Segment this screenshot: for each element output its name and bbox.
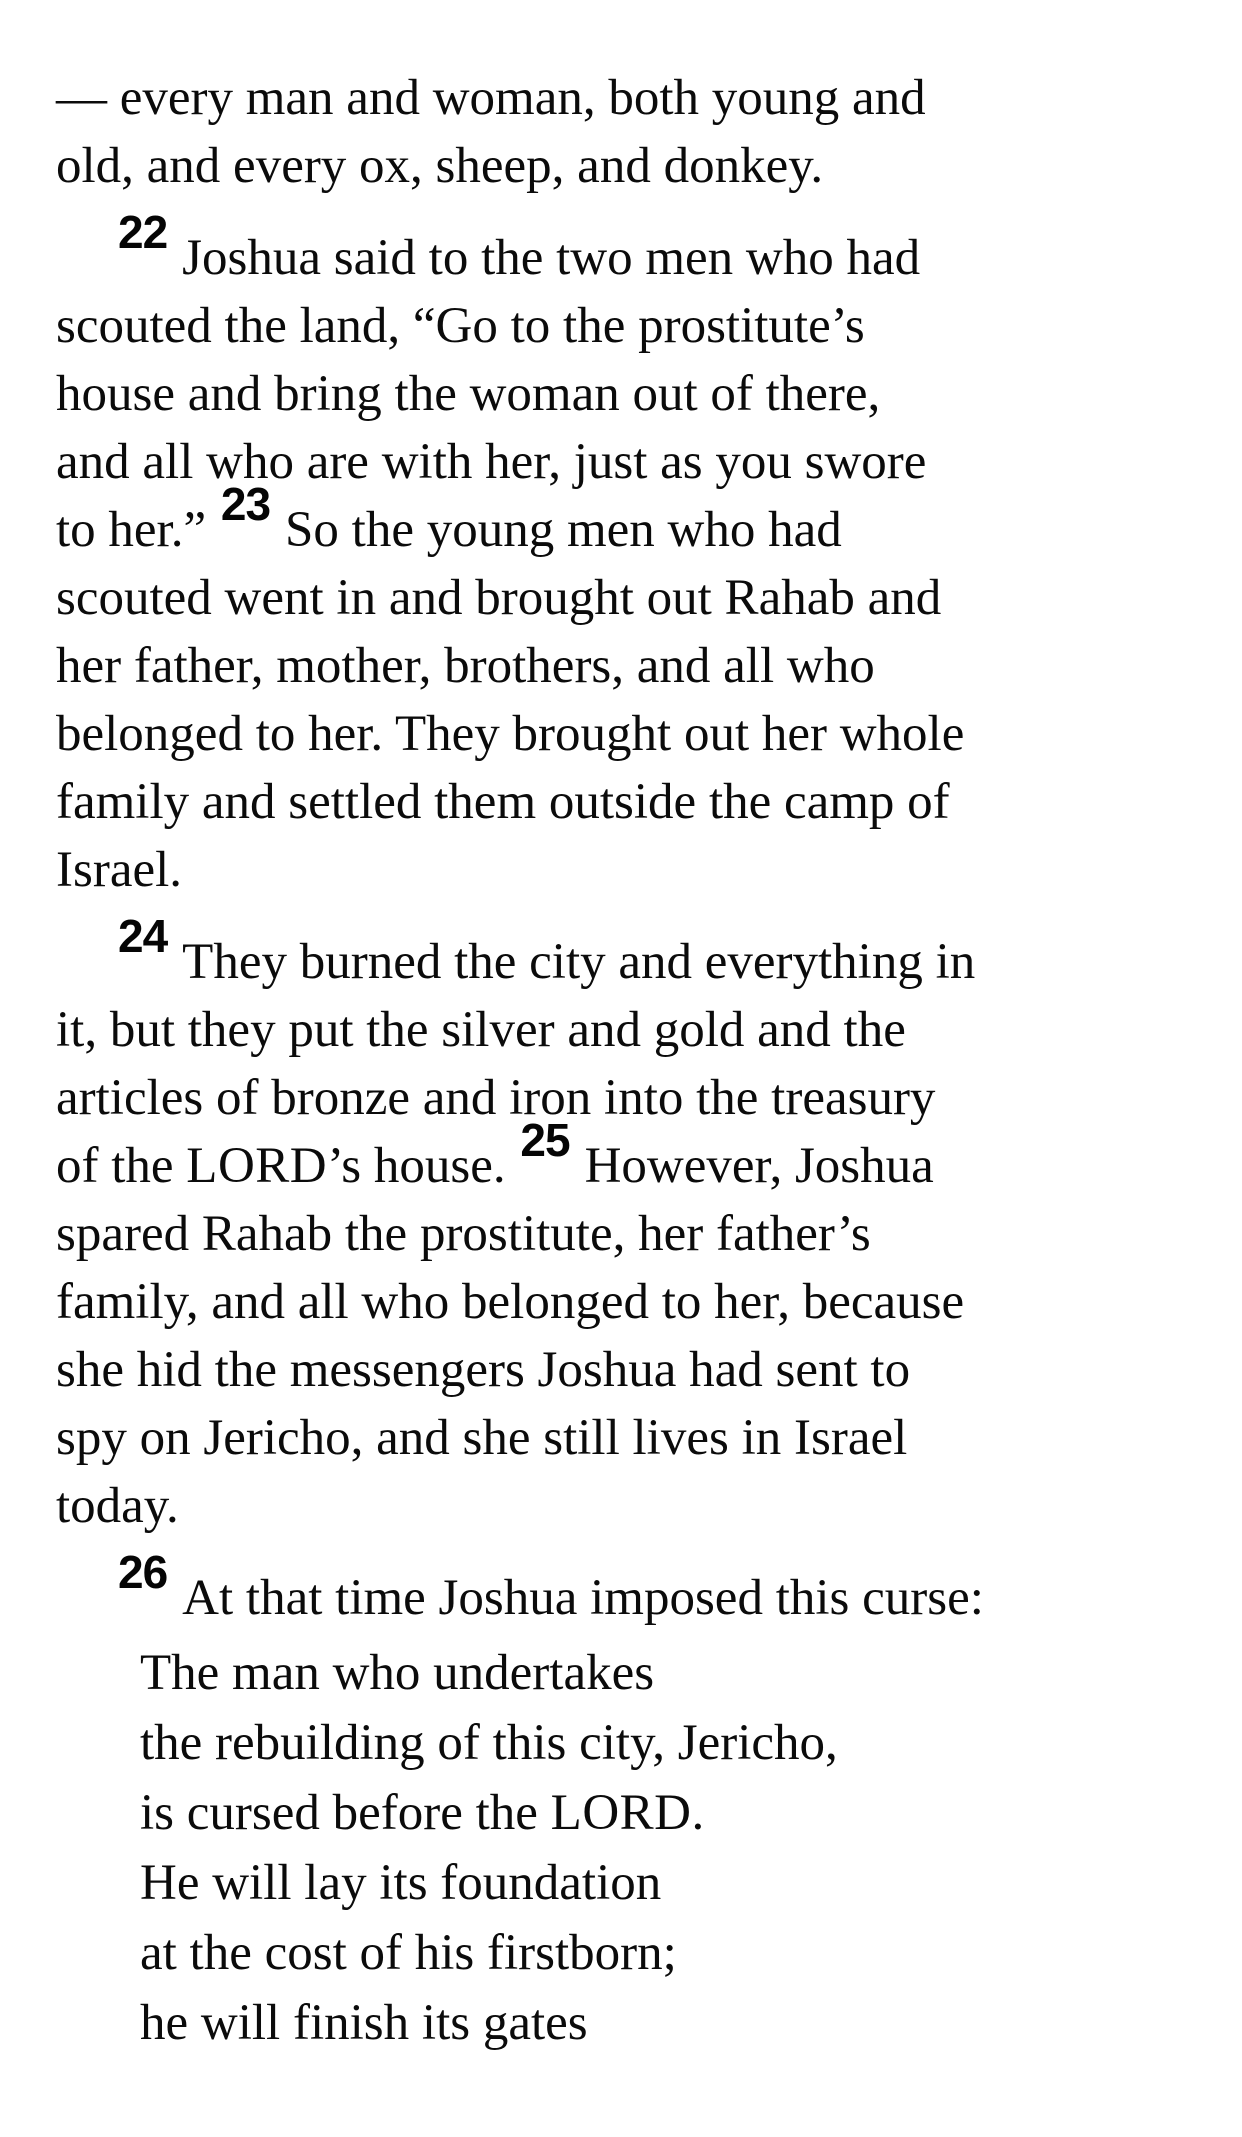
text-line [56, 132, 1178, 200]
text-line [56, 360, 1178, 428]
text-run: he will finish its gates [140, 1995, 588, 2051]
text-line [56, 836, 1178, 904]
text-line [56, 64, 1178, 132]
divine-name-initial: L [186, 1138, 218, 1194]
text-run: They burned the city and everything in [182, 934, 976, 990]
text-run: — every man and woman, both young and [56, 70, 926, 126]
text-run: to her.” [56, 502, 219, 558]
text-line [56, 768, 1178, 836]
text-line [56, 632, 1178, 700]
text-run: Joshua said to the two men who had [182, 230, 921, 286]
poetry-line [140, 1708, 1178, 1778]
text-run: family and settled them outside the camp of [56, 774, 950, 830]
text-run: the rebuilding of this city, Jericho, [140, 1715, 838, 1771]
text-line [56, 700, 1178, 768]
text-line [56, 996, 1178, 1064]
verse-number: 26 [118, 1546, 168, 1598]
poetry-line [140, 1918, 1178, 1988]
text-run: today. [56, 1478, 179, 1534]
text-line [56, 1200, 1178, 1268]
text-run: and all who are with her, just as you swore [56, 434, 927, 490]
text-run: However, Joshua [584, 1138, 934, 1194]
poetry-line [140, 1988, 1178, 2058]
text-run: scouted the land, “Go to the prostitute’s [56, 298, 865, 354]
text-run: . [691, 1785, 705, 1841]
text-run: she hid the messengers Joshua had sent to [56, 1342, 911, 1398]
divine-name-small-caps: ORD [582, 1785, 692, 1841]
text-run: scouted went in and brought out Rahab and [56, 570, 942, 626]
verse-number: 25 [520, 1114, 570, 1166]
text-run: her father, mother, brothers, and all who [56, 638, 875, 694]
text-line [56, 478, 1178, 564]
text-run: is cursed before the [140, 1785, 551, 1841]
divine-name-small-caps: ORD [217, 1138, 328, 1194]
verse-number: 23 [220, 478, 271, 530]
verse-number: 24 [118, 910, 168, 962]
text-line [56, 1472, 1178, 1540]
text-run: Israel. [56, 842, 183, 898]
poetry-line [140, 1848, 1178, 1918]
verse-paragraph-first-line [56, 910, 1178, 996]
text-line [56, 1064, 1178, 1132]
text-run: articles of bronze and iron into the treasury [56, 1070, 936, 1126]
text-run: The man who undertakes [140, 1645, 655, 1701]
divine-name-initial: L [550, 1785, 583, 1841]
text-run: So the young men who had [285, 502, 842, 558]
text-line [56, 1268, 1178, 1336]
text-run: He will lay its foundation [140, 1855, 662, 1911]
text-run: spy on Jericho, and she still lives in Israel [56, 1410, 908, 1466]
text-run: it, but they put the silver and gold and the [56, 1002, 906, 1058]
verse-number: 22 [118, 206, 168, 258]
verse-paragraph-first-line [56, 1546, 1178, 1632]
text-run: house and bring the woman out of there, [56, 366, 881, 422]
text-run: spared Rahab the prostitute, her father’s [56, 1206, 871, 1262]
text-run: of the [56, 1138, 187, 1194]
text-run: At that time Joshua imposed this curse: [182, 1570, 984, 1626]
text-run: belonged to her. They brought out her whole [56, 706, 965, 762]
poetry-line [140, 1778, 1178, 1848]
text-line [56, 292, 1178, 360]
text-run: old, and every ox, sheep, and donkey. [56, 138, 824, 194]
text-line [56, 1404, 1178, 1472]
text-line [56, 1336, 1178, 1404]
text-run: at the cost of his firstborn; [140, 1925, 677, 1981]
text-line [56, 1114, 1178, 1200]
text-run: family, and all who belonged to her, because [56, 1274, 965, 1330]
poetry-line [140, 1638, 1178, 1708]
text-line [56, 564, 1178, 632]
text-run: ’s house. [327, 1138, 519, 1194]
verse-paragraph-first-line [56, 206, 1178, 292]
